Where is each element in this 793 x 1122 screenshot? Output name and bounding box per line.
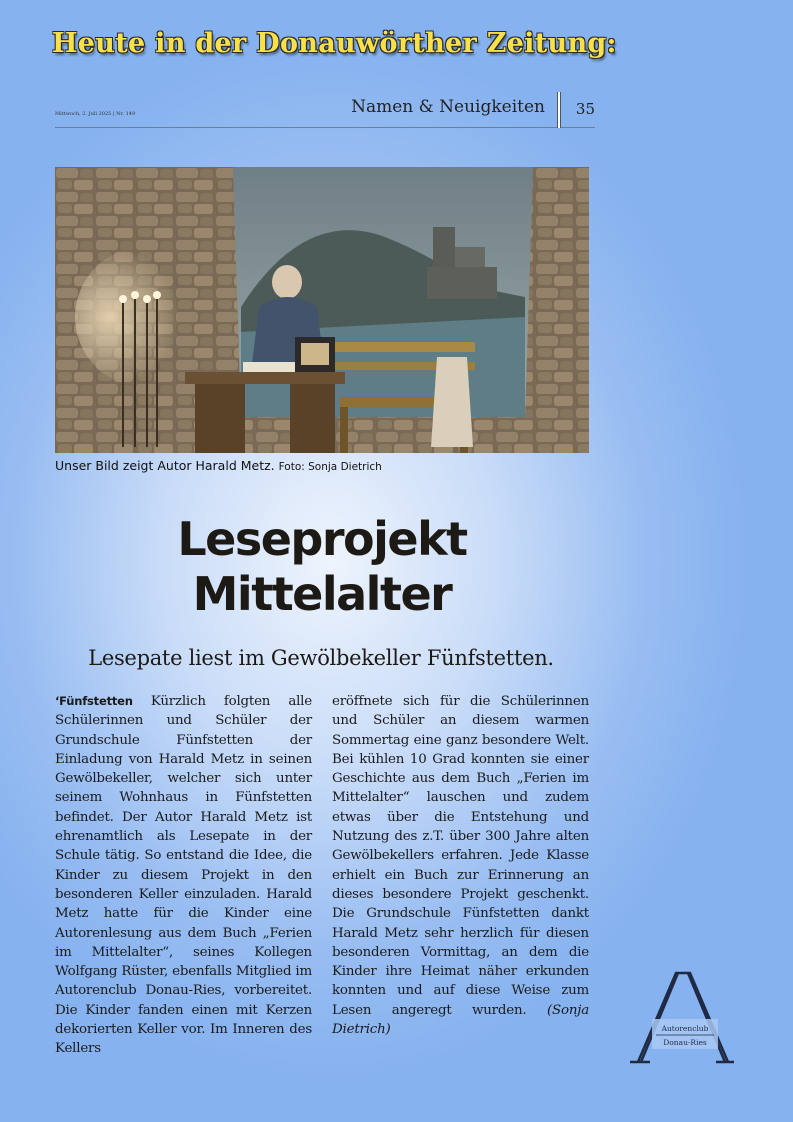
article-photo — [55, 167, 589, 453]
photo-credit: Foto: Sonja Dietrich — [278, 461, 382, 473]
headline-line-1: Leseprojekt — [177, 512, 467, 566]
logo-region: Donau-Ries — [663, 1038, 707, 1047]
header-page-number: 35 — [575, 100, 595, 118]
article-author: (Sonja Dietrich) — [332, 1002, 589, 1038]
autorenclub-logo-mark — [630, 967, 734, 1067]
logo-name: Autorenclub — [661, 1024, 709, 1033]
article-dateline: ‘Fünfstetten — [55, 694, 133, 708]
photo-caption — [55, 458, 382, 473]
article-column-2 — [332, 692, 589, 1039]
headline-line-2: Mittelalter — [192, 567, 452, 621]
article-body-part-1: Kürzlich folgten alle Schülerinnen und Schüler der Grundschule Fünfstetten der Einladung von Harald Metz in seinen Gewölbekeller, welcher sich unter seinem Wohnhaus in Fünfstetten befindet. Der Autor Harald Metz ist ehrenamtlich als Lesepate in der Schule tätig. So entstand die Idee, die Kinder zu diesem Projekt in den besonderen Keller einzuladen. Harald Metz hatte für die Kinder eine Autorenlesung aus dem Buch „Ferien im Mittelalter“, seines Kollegen Wolfgang Rüster, ebenfalls Mitglied im Autorenclub Donau-Ries, vorbereitet. Die Kinder fanden einen mit Kerzen dekorierten Keller vor. Im Inneren des Kellers — [55, 694, 312, 1057]
cellar-reading-scene-image — [55, 167, 589, 453]
header-date: Mittwoch, 2. Juli 2025 | Nr. 149 — [55, 111, 136, 117]
newspaper-banner-title: Heute in der Donauwörther Zeitung: — [52, 28, 617, 59]
caption-text: Unser Bild zeigt Autor Harald Metz. — [55, 458, 275, 473]
article-column-1 — [55, 692, 312, 1059]
autorenclub-logo — [630, 967, 734, 1067]
header-section-name: Namen & Neuigkeiten — [351, 97, 545, 117]
article-body-part-2: eröffnete sich für die Schülerinnen und Schüler an diesem warmen Sommertag eine ganz besondere Welt. Bei kühlen 10 Grad konnten sie einer Geschichte aus dem Buch „Ferien im Mittelalter“ lauschen und zudem etwas über die Entstehung und Nutzung des z.T. über 300 Jahre alten Gewölbekellers erfahren. Jede Klasse erhielt ein Buch zur Erinnerung an dieses besondere Projekt geschenkt. Die Grundschule Fünfstetten dankt Harald Metz sehr herzlich für diesen besonderen Vormittag, an dem die Kinder ihre Heimat näher erkunden konnten und auf diese Weise zum Lesen angeregt wurden. — [332, 694, 589, 1018]
article-subheadline: Lesepate liest im Gewölbekeller Fünfstetten. — [88, 646, 554, 670]
article-headline — [110, 512, 534, 622]
page-header — [55, 92, 595, 128]
header-divider-bar — [557, 92, 561, 128]
